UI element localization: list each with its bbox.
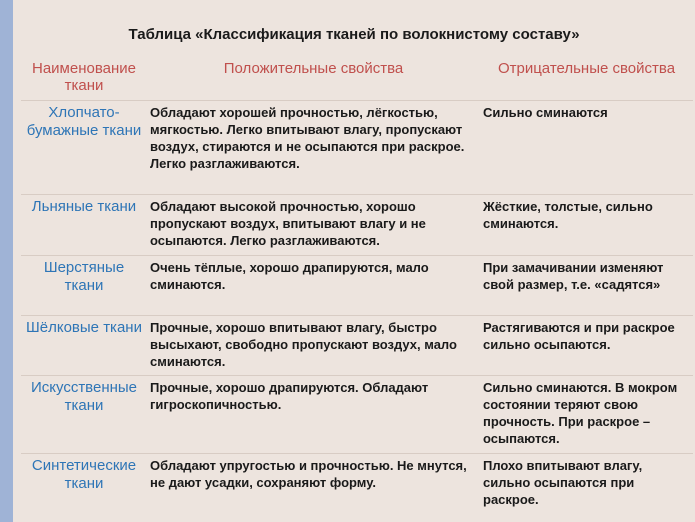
document-page (13, 0, 695, 522)
header-name: Наименование ткани (21, 56, 147, 101)
fabric-name: Шерстяные ткани (21, 256, 147, 316)
fabric-name: Льняные ткани (21, 195, 147, 256)
negative-properties: Сильно сминаются (480, 101, 693, 195)
fabric-name: Искусственные ткани (21, 376, 147, 454)
fabric-name: Синтетические ткани (31, 457, 137, 492)
positive-properties: Прочные, хорошо драпируются. Обладают гигроскопичностью. (147, 376, 480, 454)
negative-properties: Сильно сминаются. В мокром состоянии теряют свою прочность. При раскрое – осыпаются. (480, 376, 693, 454)
positive-properties: Обладают упругостью и прочностью. Не мнутся, не дают усадки, сохраняют форму. (150, 458, 467, 490)
positive-properties: Обладают высокой прочностью, хорошо пропускают воздух, впитывают влагу и не осыпаются. Легко разглаживаются. (147, 195, 480, 256)
negative-properties: Плохо впитывают влагу, сильно осыпаются при раскрое. (483, 458, 643, 507)
table-row (21, 454, 693, 517)
table-row (21, 376, 693, 454)
left-accent-strip (0, 0, 13, 522)
table-title: Таблица «Классификация тканей по волокнистому составу» (128, 26, 580, 43)
fabric-name: Шёлковые ткани (21, 316, 147, 376)
negative-properties: Растягиваются и при раскрое сильно осыпаются. (480, 316, 693, 376)
header-positive: Положительные свойства (147, 56, 480, 101)
table-row (21, 316, 693, 376)
positive-properties: Прочные, хорошо впитывают влагу, быстро высыхают, свободно пропускают воздух, мало сминаются. (147, 316, 480, 376)
negative-properties: При замачивании изменяют свой размер, т.е. «садятся» (480, 256, 693, 316)
table-row (21, 195, 693, 256)
table-row (21, 101, 693, 195)
fabric-name: Хлопчато-бумажные ткани (21, 101, 147, 195)
positive-properties: Очень тёплые, хорошо драпируются, мало сминаются. (147, 256, 480, 316)
table-row (21, 256, 693, 316)
fabric-classification-table (21, 56, 693, 516)
header-negative: Отрицательные свойства (480, 56, 693, 101)
table-header-row (21, 56, 693, 101)
negative-properties: Жёсткие, толстые, сильно сминаются. (480, 195, 693, 256)
positive-properties: Обладают хорошей прочностью, лёгкостью, мягкостью. Легко впитывают влагу, пропускают воздух, стираются и не осыпаются при раскрое. Легко разглаживаются. (147, 101, 480, 195)
